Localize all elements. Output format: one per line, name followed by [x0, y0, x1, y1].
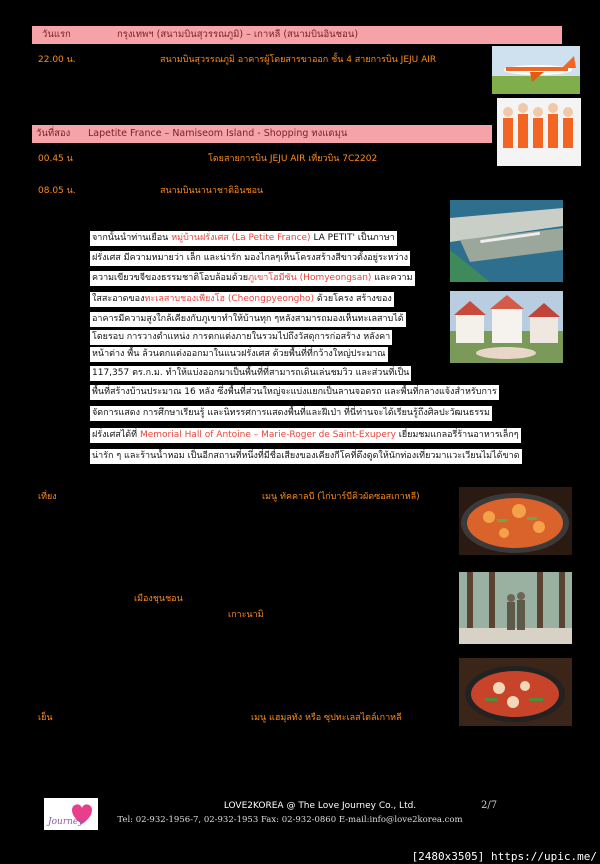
airplane-photo	[492, 46, 580, 94]
desc-text: หน้าต่าง พื้น ล้วนตกแต่งออกมาในแนวฝรั่งเศส ด้วยพื้นที่ที่กว้างใหญ่ประมาณ	[92, 349, 386, 359]
desc-line-11	[90, 428, 521, 443]
day2-time-1: 00.45 น	[38, 154, 73, 164]
logo-text: Journey	[48, 817, 84, 827]
highlighted-place-name: หมู่บ้านฝรั่งเศส (La Petite France)	[171, 233, 311, 243]
desc-text: ใสสะอาดของ	[92, 294, 145, 304]
day2-detail-2: สนามบินนานาชาติอินชอน	[160, 186, 264, 196]
desc-text: พื้นที่สร้างบ้านประมาณ 16 หลัง ซึ่งพื้นที่ส่วนใหญ่จะแบ่งแยกเป็นลานจอดรถ และพื้นที่กลางแจ้งสำหรับการ	[92, 387, 497, 397]
page-number: 2/7	[481, 800, 498, 811]
desc-text: 117,357 ตร.ก.ม. ทำให้แบ่งออกมาเป็นพื้นที่ที่สามารถเดินเล่นชมวิว และส่วนที่เป็น	[92, 368, 410, 378]
nami-island-photo	[459, 572, 572, 644]
desc-text: ฝรั่งเศส มีความหมายว่า เล็ก และน่ารัก มองไกลๆเห็นโครงสร้างสีขาวตั้งอยู่ระหว่าง	[92, 253, 409, 263]
day2-label: วันที่สอง	[36, 128, 71, 139]
desc-text: ความเขียวขจีของธรรมชาติโอบล้อมด้วย	[92, 273, 249, 283]
day1-header-bar	[32, 26, 562, 44]
highlighted-place-name: Memorial Hall of Antoine – Marie-Roger de Saint-Exupery	[139, 430, 396, 440]
desc-text: เยี่ยมชมแกลอรี่ร้านอาหารเล็กๆ	[395, 430, 519, 440]
day2-detail-1: โดยสายการบิน JEJU AIR เที่ยวบิน 7C2202	[208, 154, 378, 164]
desc-line-6	[90, 330, 392, 345]
desc-line-12	[90, 449, 522, 464]
lunch-label: เที่ยง	[38, 492, 57, 502]
dinner-menu: เมนู แฮมุลทัง หรือ ซุปทะเลสไตล์เกาหลี	[251, 713, 402, 723]
desc-text: LA PETIT' เป็นภาษา	[310, 233, 395, 243]
desc-text: ฝรั่งเศสได้ที่	[92, 430, 140, 440]
desc-line-4	[90, 292, 394, 307]
highlighted-place-name: ภูเขาโฮมีซัน (Homyeongsan)	[248, 273, 372, 283]
desc-text: และความ	[371, 273, 413, 283]
chuncheon-label: เมืองชุนชอน	[134, 594, 183, 604]
day2-route: Lapetite France – Namiseom Island - Shopping ทงแดมุน	[88, 128, 348, 139]
day1-route: กรุงเทพฯ (สนามบินสุวรรณภูมิ) – เกาหลี (สนามบินอินชอน)	[117, 29, 359, 40]
crew-photo	[497, 98, 581, 166]
footer-contact: Tel: 02-932-1956-7, 02-932-1953 Fax: 02-932-0860 E-mail:info@love2korea.com	[117, 815, 463, 825]
dakgalbi-photo	[459, 487, 572, 555]
desc-line-7	[90, 347, 388, 362]
desc-line-8	[90, 366, 411, 381]
day2-time-2: 08.05 น.	[38, 186, 76, 196]
desc-text: จากนั้นนำท่านเยือน	[92, 233, 172, 243]
day1-detail: สนามบินสุวรรณภูมิ อาคารผู้โดยสารขาออก ชั้น 4 สายการบิน JEJU AIR	[160, 55, 437, 65]
desc-text: ด้วยโครง สร้างของ	[314, 294, 392, 304]
nami-island-label: เกาะนามิ	[228, 610, 264, 620]
desc-line-10	[90, 406, 492, 421]
airport-photo	[450, 200, 563, 282]
desc-line-3	[90, 271, 415, 286]
desc-line-2	[90, 251, 410, 266]
day1-label: วันแรก	[42, 29, 71, 40]
day2-header-bar	[32, 125, 492, 143]
desc-line-1	[90, 231, 397, 246]
haemultang-photo	[459, 658, 572, 726]
desc-text: น่ารัก ๆ และร้านน้ำหอม เป็นอีกสถานที่หนึ่งที่มีชื่อเสียงของเคียงกีโคที่ดึงดูดให้นักท่องเที่ยวมาแวะเวียนไม่ได้ขาด	[92, 451, 520, 461]
desc-line-5	[90, 312, 406, 327]
day1-time: 22.00 น.	[38, 55, 76, 65]
desc-line-9	[90, 385, 499, 400]
image-size-watermark: [2480x3505] https://upic.me/	[409, 849, 600, 864]
desc-text: จัดการแสดง การศึกษาเรียนรู้ และนิทรรศการแสดงพื้นที่และฝีเป่า ที่นี่ท่านจะได้เรียนรู้ถึงศิลปะวัฒนธรรม	[92, 408, 490, 418]
footer-company: LOVE2KOREA @ The Love Journey Co., Ltd.	[223, 801, 417, 811]
desc-text: โดยรอบ การวางตำแหน่ง การตกแต่งภายในรวมไปถึงวัสดุการก่อสร้าง หลังคา	[92, 332, 391, 342]
lunch-menu: เมนู ทัคคาลบี (ไก่บาร์บีคิวผัดซอสเกาหลี)	[262, 492, 420, 502]
petite-france-photo	[450, 291, 563, 363]
dinner-label: เย็น	[38, 713, 53, 723]
highlighted-place-name: ทะเลสาบชองเพียงโฮ (Cheongpyeongho)	[144, 294, 315, 304]
desc-text: อาคารมีความสูงใกล้เคียงกับภูเขาทำให้บ้านทุก ๆหลังสามารถมองเห็นทะเลสาบได้	[92, 314, 404, 324]
